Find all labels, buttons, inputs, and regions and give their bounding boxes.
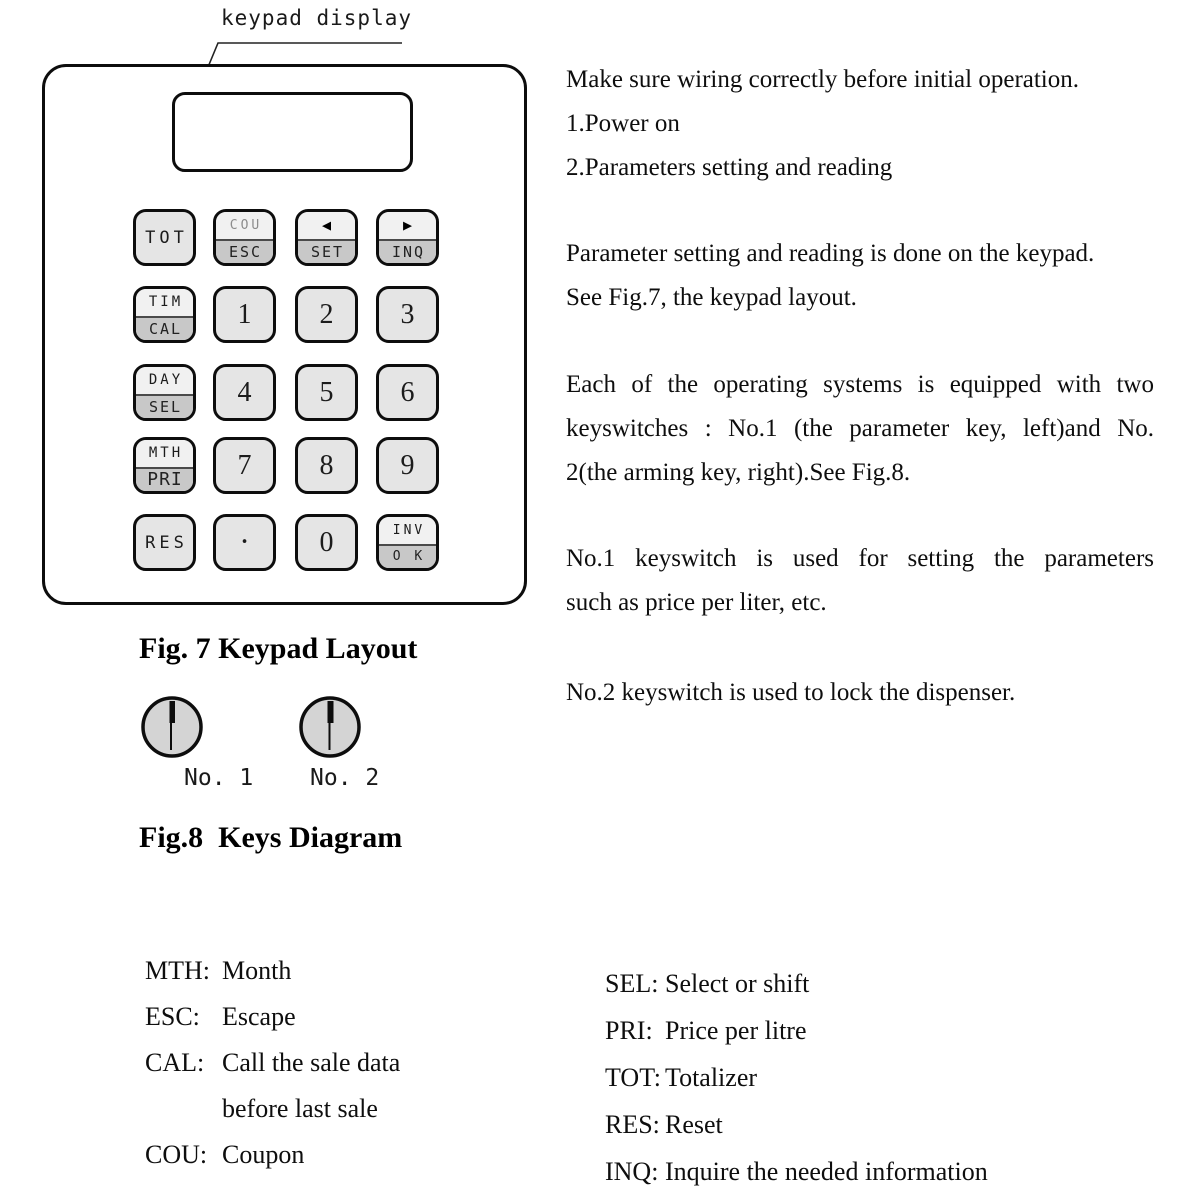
key-bottom-label: PRI <box>136 467 193 491</box>
definition-text <box>222 1040 400 1132</box>
definition-text: Select or shift <box>665 969 810 998</box>
definition-text: Month <box>222 956 292 985</box>
key-label: 1 <box>237 298 252 330</box>
key-label: 4 <box>237 376 252 408</box>
key-tot <box>133 209 196 266</box>
paragraph-no1-keyswitch <box>566 537 1154 625</box>
definition-esc <box>145 994 565 1040</box>
key-label: 7 <box>237 449 252 481</box>
right-arrow-icon: ▶ <box>379 212 436 239</box>
definition-abbr: CAL: <box>145 1048 205 1077</box>
text-line: See Fig.7, the keypad layout. <box>566 284 857 311</box>
definition-mth <box>145 948 565 994</box>
key-label: 8 <box>319 449 334 481</box>
key-tim-cal <box>133 286 196 343</box>
key-0 <box>295 514 358 571</box>
key-bottom-label: CAL <box>136 316 193 340</box>
text-line: keyswitches : No.1 (the parameter key, left)and No. <box>566 415 1154 442</box>
definition-pri <box>605 1007 1165 1054</box>
key-4 <box>213 364 276 421</box>
definition-res <box>605 1101 1165 1148</box>
paragraph-initial-operation <box>566 58 1154 190</box>
key-dot <box>213 514 276 571</box>
text-line: Parameter setting and reading is done on the keypad. <box>566 240 1095 267</box>
definition-abbr: RES: <box>605 1110 660 1139</box>
left-arrow-icon: ◀ <box>298 212 355 239</box>
keypad-display <box>172 92 413 172</box>
keypad-panel <box>42 64 527 605</box>
key-label: RES <box>145 532 188 553</box>
key-label: 6 <box>400 376 415 408</box>
key-label: 2 <box>319 298 334 330</box>
definition-text: Price per litre <box>665 1016 807 1045</box>
key-bottom-label: O K <box>379 544 436 568</box>
key-res <box>133 514 196 571</box>
key-3 <box>376 286 439 343</box>
keyswitch-no1-label: No. 1 <box>184 765 254 791</box>
text-line: Make sure wiring correctly before initial operation. <box>566 66 1080 93</box>
definition-abbr: PRI: <box>605 1016 653 1045</box>
definition-cou <box>145 1132 565 1178</box>
key-7 <box>213 437 276 494</box>
key-mth-pri <box>133 437 196 494</box>
keyswitch-no2-icon <box>301 698 359 756</box>
text-line: 2(the arming key, right).See Fig.8. <box>566 459 911 486</box>
text-line: No.2 keyswitch is used to lock the dispenser. <box>566 679 1016 706</box>
keyswitch-no2-label: No. 2 <box>310 765 380 791</box>
key-top-label: MTH <box>136 440 193 467</box>
key-bottom-label: SET <box>298 239 355 263</box>
key-arrow-right-inq <box>376 209 439 266</box>
key-2 <box>295 286 358 343</box>
key-1 <box>213 286 276 343</box>
paragraph-no2-keyswitch <box>566 671 1154 715</box>
figure8-caption: Fig.8 Keys Diagram <box>139 821 403 854</box>
definition-cal <box>145 1040 565 1132</box>
key-top-label: DAY <box>136 367 193 394</box>
key-label: 3 <box>400 298 415 330</box>
text-line: No.1 keyswitch is used for setting the parameters <box>566 545 1154 572</box>
key-day-sel <box>133 364 196 421</box>
definition-sel <box>605 960 1165 1007</box>
definition-text: Inquire the needed information <box>665 1157 988 1186</box>
key-cou-esc <box>213 209 276 266</box>
definition-text: Escape <box>222 1002 296 1031</box>
paragraph-keyswitches <box>566 363 1154 495</box>
key-bottom-label: ESC <box>216 239 273 263</box>
key-inv-ok <box>376 514 439 571</box>
definition-abbr: COU: <box>145 1140 208 1169</box>
definition-inq <box>605 1148 1165 1195</box>
definitions-left <box>145 948 565 1178</box>
keyswitch-no1-icon <box>143 698 201 756</box>
key-8 <box>295 437 358 494</box>
key-top-label: TIM <box>136 289 193 316</box>
keypad-display-annotation: keypad display <box>221 6 413 30</box>
key-6 <box>376 364 439 421</box>
key-label: 0 <box>319 526 334 558</box>
definitions-right <box>605 960 1165 1195</box>
key-top-label: COU <box>216 212 273 239</box>
definition-abbr: INQ: <box>605 1157 659 1186</box>
definition-abbr: ESC: <box>145 1002 200 1031</box>
text-line: Each of the operating systems is equipped with two <box>566 371 1154 398</box>
keyswitches-diagram <box>135 692 375 764</box>
definition-abbr: MTH: <box>145 956 210 985</box>
key-label: TOT <box>145 227 188 248</box>
figure7-caption: Fig. 7 Keypad Layout <box>139 632 418 665</box>
key-9 <box>376 437 439 494</box>
key-5 <box>295 364 358 421</box>
definition-text-line: Call the sale data <box>222 1048 401 1077</box>
definition-text: Coupon <box>222 1140 305 1169</box>
text-line: 2.Parameters setting and reading <box>566 154 893 181</box>
paragraph-parameter-setting <box>566 232 1154 320</box>
definition-abbr: SEL: <box>605 969 659 998</box>
definition-text: Totalizer <box>665 1063 758 1092</box>
key-top-label: INV <box>379 517 436 544</box>
definition-tot <box>605 1054 1165 1101</box>
text-line: 1.Power on <box>566 110 680 137</box>
definition-text-line: before last sale <box>222 1094 378 1123</box>
text-line: such as price per liter, etc. <box>566 589 827 616</box>
definition-text: Reset <box>665 1110 723 1139</box>
key-label: 5 <box>319 376 334 408</box>
key-bottom-label: SEL <box>136 394 193 418</box>
key-bottom-label: INQ <box>379 239 436 263</box>
key-arrow-left-set <box>295 209 358 266</box>
key-label: 9 <box>400 449 415 481</box>
key-label: • <box>240 535 249 550</box>
definition-abbr: TOT: <box>605 1063 661 1092</box>
